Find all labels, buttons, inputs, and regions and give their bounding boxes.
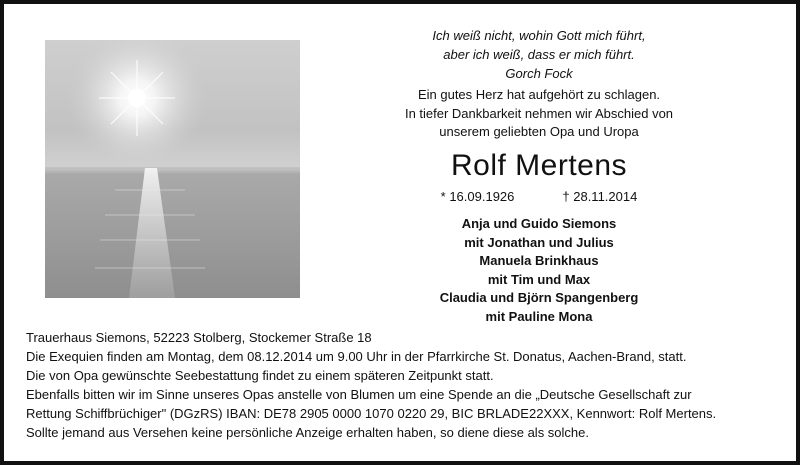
- family-list: [304, 215, 774, 326]
- quote-line: aber ich weiß, dass er mich führt.: [443, 47, 635, 62]
- sea-burial-info: Die von Opa gewünschte Seebestattung findet zu einem späteren Zeitpunkt statt.: [26, 368, 494, 383]
- family-line: mit Tim und Max: [487, 271, 591, 287]
- life-dates: [304, 188, 774, 206]
- family-line: Manuela Brinkhaus: [479, 253, 599, 268]
- deceased-name: Rolf Mertens: [450, 149, 628, 182]
- family-line: Anja und Guido Siemons: [461, 216, 617, 231]
- funeral-mass-info: Die Exequien finden am Montag, dem 08.12.2014 um 9.00 Uhr in der Pfarrkirche St. Donatus, Aachen-Brand, statt.: [26, 349, 687, 364]
- sea-sunset-photo: [45, 40, 300, 298]
- death-date: † 28.11.2014: [562, 189, 638, 204]
- quote-line: Ich weiß nicht, wohin Gott mich führt,: [432, 28, 646, 43]
- quote-author: Gorch Fock: [505, 66, 573, 81]
- family-line: mit Jonathan und Julius: [464, 234, 614, 250]
- sun-over-sea-image: [45, 40, 300, 298]
- intro-line: unserem geliebten Opa und Uropa: [439, 124, 639, 139]
- intro-line: Ein gutes Herz hat aufgehört zu schlagen.: [417, 87, 661, 102]
- quote-block: [304, 26, 774, 83]
- family-line: Claudia und Björn Spangenberg: [439, 290, 639, 305]
- donation-bank-line: Rettung Schiffbrüchiger" (DGzRS) IBAN: DE78 2905 0000 1070 0220 29, BIC BRLADE22XXX, Kennwort: Rolf Mertens.: [26, 406, 717, 421]
- mourning-house-address: Trauerhaus Siemons, 52223 Stolberg, Stockemer Straße 18: [26, 330, 372, 345]
- notice-details: [26, 328, 784, 442]
- intro-block: [304, 86, 774, 142]
- intro-line: In tiefer Dankbarkeit nehmen wir Abschied von: [404, 105, 674, 121]
- birth-date: * 16.09.1926: [440, 189, 515, 204]
- donation-request-line: Ebenfalls bitten wir im Sinne unseres Opas anstelle von Blumen um eine Spende an die „Deutsche Gesellschaft zur: [26, 387, 692, 402]
- closing-note: Sollte jemand aus Versehen keine persönliche Anzeige erhalten haben, so diene diese als solche.: [26, 425, 589, 440]
- family-line: mit Pauline Mona: [485, 308, 593, 324]
